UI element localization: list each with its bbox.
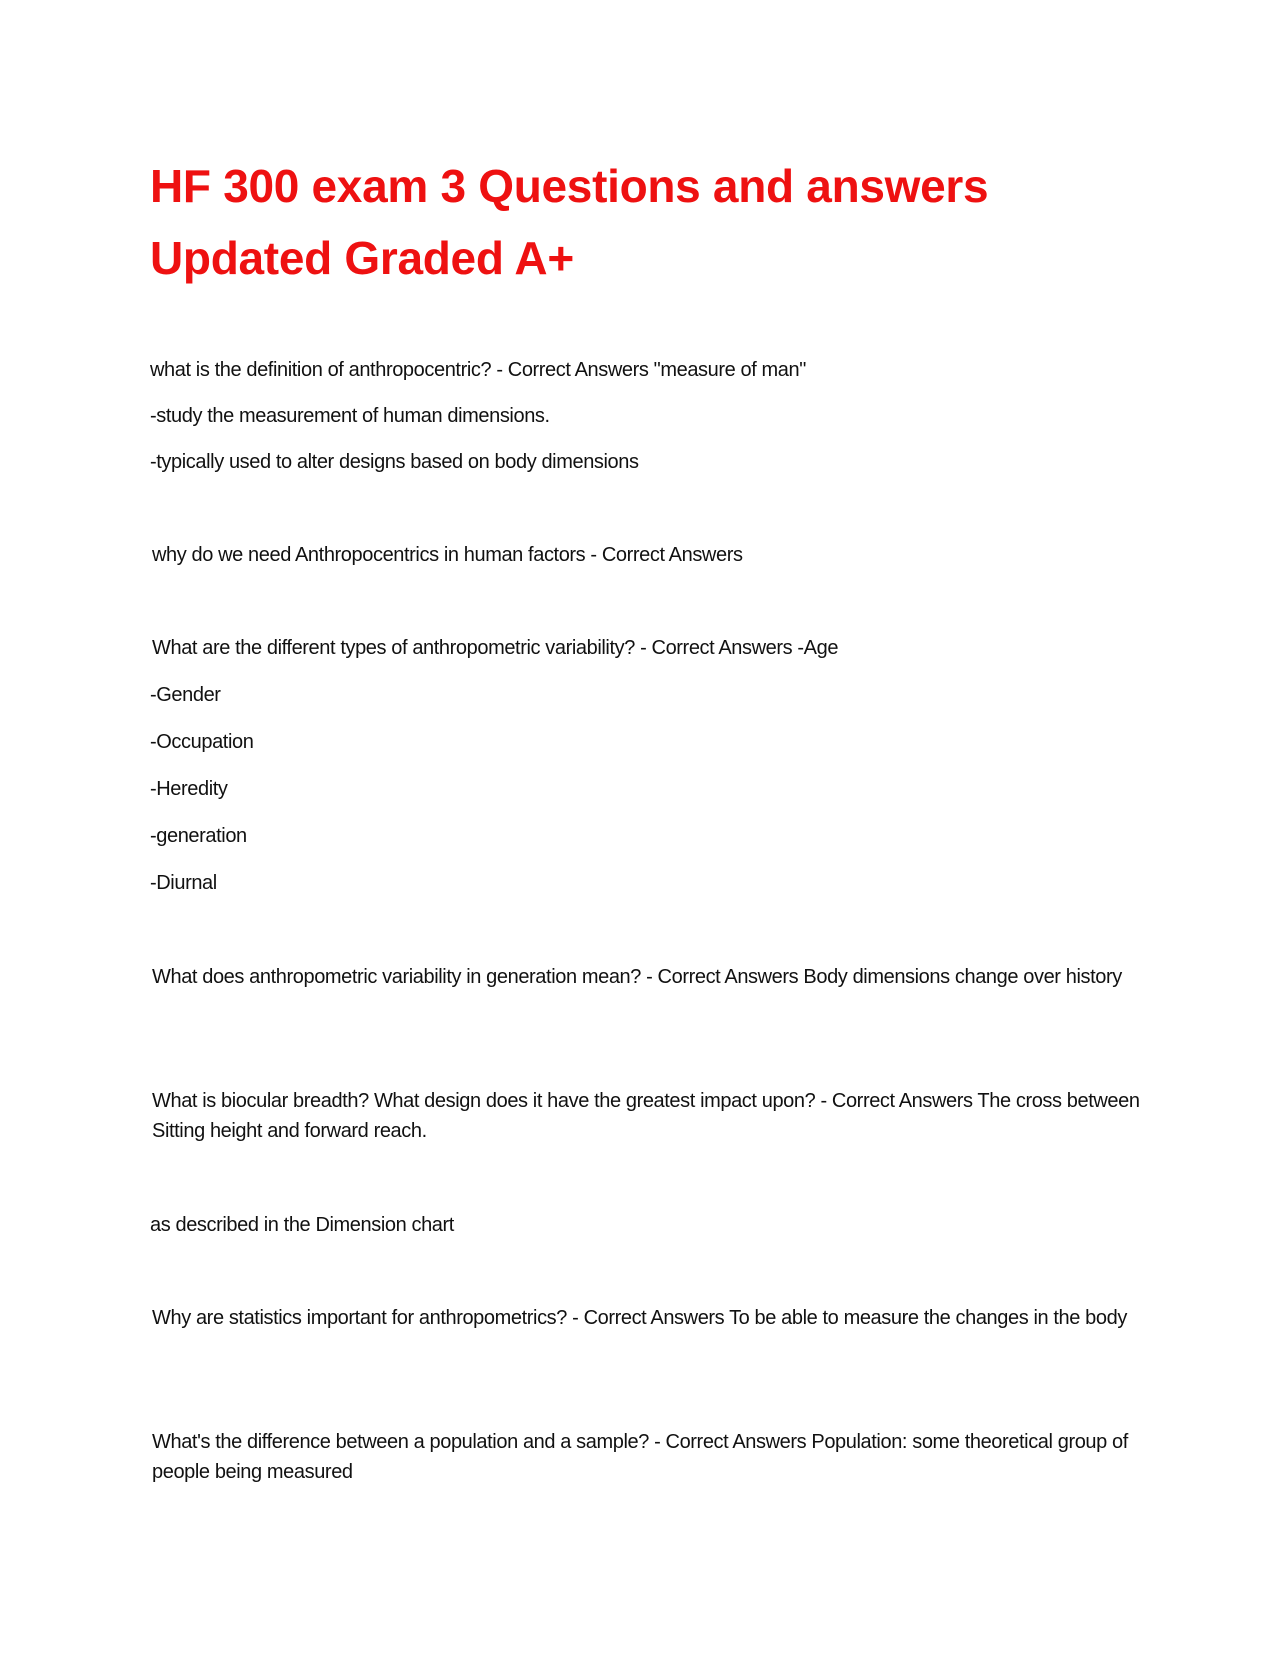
qa-question-biocular-breadth: What is biocular breadth? What design does it have the greatest impact upon? - Correct Answers The cross between Sitting height and forward reach. (152, 1090, 1140, 1142)
qa-answer-line: -Gender (150, 684, 221, 706)
qa-question-anthropocentric-definition: what is the definition of anthropocentric? - Correct Answers "measure of man" (150, 359, 806, 381)
qa-question-statistics-importance: Why are statistics important for anthropometrics? - Correct Answers To be able to measure the changes in the body (152, 1307, 1127, 1329)
qa-answer-line: as described in the Dimension chart (150, 1214, 454, 1236)
qa-answer-line: -Diurnal (150, 872, 217, 894)
qa-answer-line: -generation (150, 825, 247, 847)
qa-answer-line: -Heredity (150, 778, 228, 800)
qa-question-generation-variability: What does anthropometric variability in generation mean? - Correct Answers Body dimensions change over history (152, 966, 1122, 988)
qa-answer-line: -study the measurement of human dimensions. (150, 405, 550, 427)
qa-question-variability-types: What are the different types of anthropometric variability? - Correct Answers -Age (152, 637, 839, 659)
title-line-2: Updated Graded A+ (150, 232, 574, 284)
qa-question-population-vs-sample: What's the difference between a population and a sample? - Correct Answers Population: some theoretical group of people being measured (152, 1431, 1128, 1483)
title-line-1: HF 300 exam 3 Questions and answers (150, 160, 989, 212)
document-title (150, 150, 1150, 294)
qa-question-why-anthropocentrics: why do we need Anthropocentrics in human factors - Correct Answers (152, 544, 743, 566)
qa-answer-line: -Occupation (150, 731, 254, 753)
qa-answer-line: -typically used to alter designs based on body dimensions (150, 451, 639, 473)
